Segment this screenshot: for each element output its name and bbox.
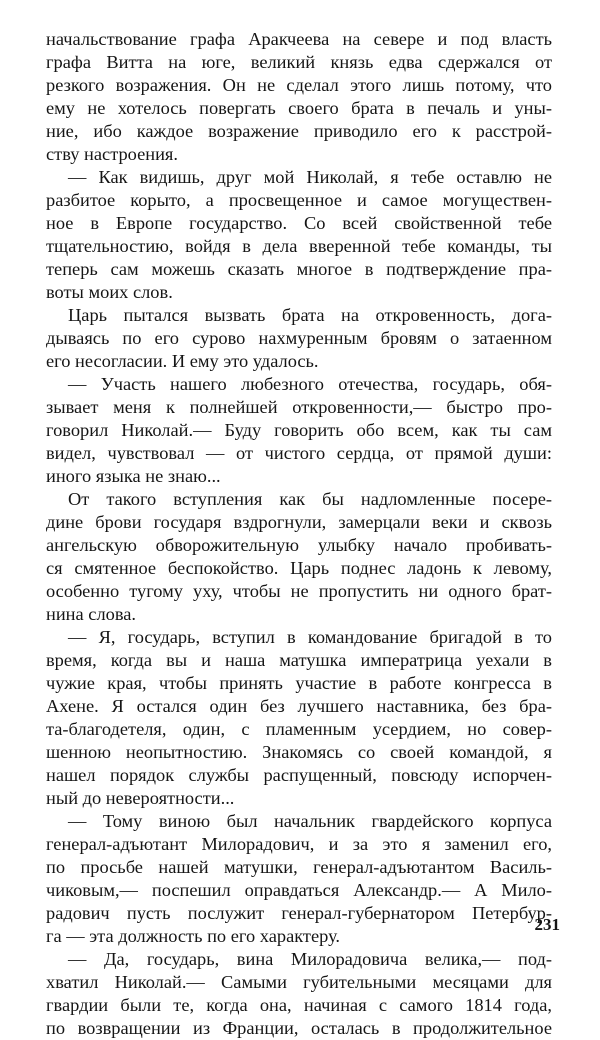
text-line: — Как видишь, друг мой Николай, я тебе оставлю не bbox=[68, 167, 552, 187]
text-line: шенною неопытностию. Знакомясь со своей командой, я bbox=[46, 742, 552, 762]
text-line: Ахене. Я остался один без лучшего наставника, без бра- bbox=[46, 696, 552, 716]
text-line: по возвращении из Франции, осталась в продолжительное bbox=[46, 1018, 552, 1038]
text-line: ангельскую обворожительную улыбку начало пробивать- bbox=[46, 535, 552, 555]
text-line: Царь пытался вызвать брата на откровенность, дога- bbox=[68, 305, 552, 325]
text-line: ный до невероятности... bbox=[46, 788, 235, 808]
text-line: графа Витта на юге, великий князь едва сдержался от bbox=[46, 52, 552, 72]
text-line: ему не хотелось повергать своего брата в печаль и уны- bbox=[46, 98, 552, 118]
text-line: генерал-адъютант Милорадович, и за это я заменил его, bbox=[46, 834, 552, 854]
text-line: нина слова. bbox=[46, 604, 137, 624]
text-line: — Да, государь, вина Милорадовича велика,— под- bbox=[68, 949, 552, 969]
text-line: дываясь по его сурово нахмуренным бровям о затаенном bbox=[46, 328, 552, 348]
text-line: начальствование графа Аракчеева на севере и под власть bbox=[46, 29, 552, 49]
text-line: — Тому виною был начальник гвардейского корпуса bbox=[68, 811, 552, 831]
text-line: разбитое корыто, а просвещенное и самое могуществен- bbox=[46, 190, 552, 210]
text-line: ству настроения. bbox=[46, 144, 178, 164]
text-line: ное в Европе государство. Со всей свойственной тебе bbox=[46, 213, 552, 233]
page-number: 231 bbox=[534, 915, 560, 934]
text-line: воты моих слов. bbox=[46, 282, 173, 302]
text-line: дине брови государя вздрогнули, замерцали веки и сквозь bbox=[46, 512, 552, 532]
text-line: — Я, государь, вступил в командование бригадой в то bbox=[68, 627, 552, 647]
text-line: — Участь нашего любезного отечества, государь, обя- bbox=[68, 374, 552, 394]
text-line: особенно тугому уху, чтобы не пропустить ни одного брат- bbox=[46, 581, 552, 601]
text-line: тщательностию, войдя в дела вверенной тебе команды, ты bbox=[46, 236, 552, 256]
body-text bbox=[46, 28, 552, 1040]
text-line: нашел порядок службы распущенный, повсюду испорчен- bbox=[46, 765, 552, 785]
text-line: по просьбе нашей матушки, генерал-адъютантом Василь- bbox=[46, 857, 552, 877]
text-line: радович пусть послужит генерал-губернатором Петербур- bbox=[46, 903, 552, 923]
text-line: зывает меня к полнейшей откровенности,— быстро про- bbox=[46, 397, 552, 417]
text-line: хватил Николай.— Самыми губительными месяцами для bbox=[46, 972, 552, 992]
text-line: время, когда вы и наша матушка императрица уехали в bbox=[46, 650, 552, 670]
text-line: От такого вступления как бы надломленные посере- bbox=[68, 489, 552, 509]
text-line: чиковым,— поспешил оправдаться Александр.— А Мило- bbox=[46, 880, 552, 900]
text-line: та-благодетеля, один, с пламенным усердием, но совер- bbox=[46, 719, 552, 739]
text-line: иного языка не знаю... bbox=[46, 466, 221, 486]
text-line: чужие края, чтобы принять участие в работе конгресса в bbox=[46, 673, 552, 693]
text-line: ся смятенное беспокойство. Царь поднес ладонь к левому, bbox=[46, 558, 552, 578]
text-line: га — эта должность по его характеру. bbox=[46, 926, 341, 946]
text-line: резкого возражения. Он не сделал этого лишь потому, что bbox=[46, 75, 552, 95]
text-line: гвардии были те, когда она, начиная с самого 1814 года, bbox=[46, 995, 552, 1015]
text-line: видел, чувствовал — от чистого сердца, от прямой души: bbox=[46, 443, 552, 463]
text-line: ние, ибо каждое возражение приводило его к расстрой- bbox=[46, 121, 552, 141]
text-line: теперь сам можешь сказать многое в подтверждение пра- bbox=[46, 259, 552, 279]
text-line: его несогласии. И ему это удалось. bbox=[46, 351, 319, 371]
text-line: говорил Николай.— Буду говорить обо всем, как ты сам bbox=[46, 420, 552, 440]
